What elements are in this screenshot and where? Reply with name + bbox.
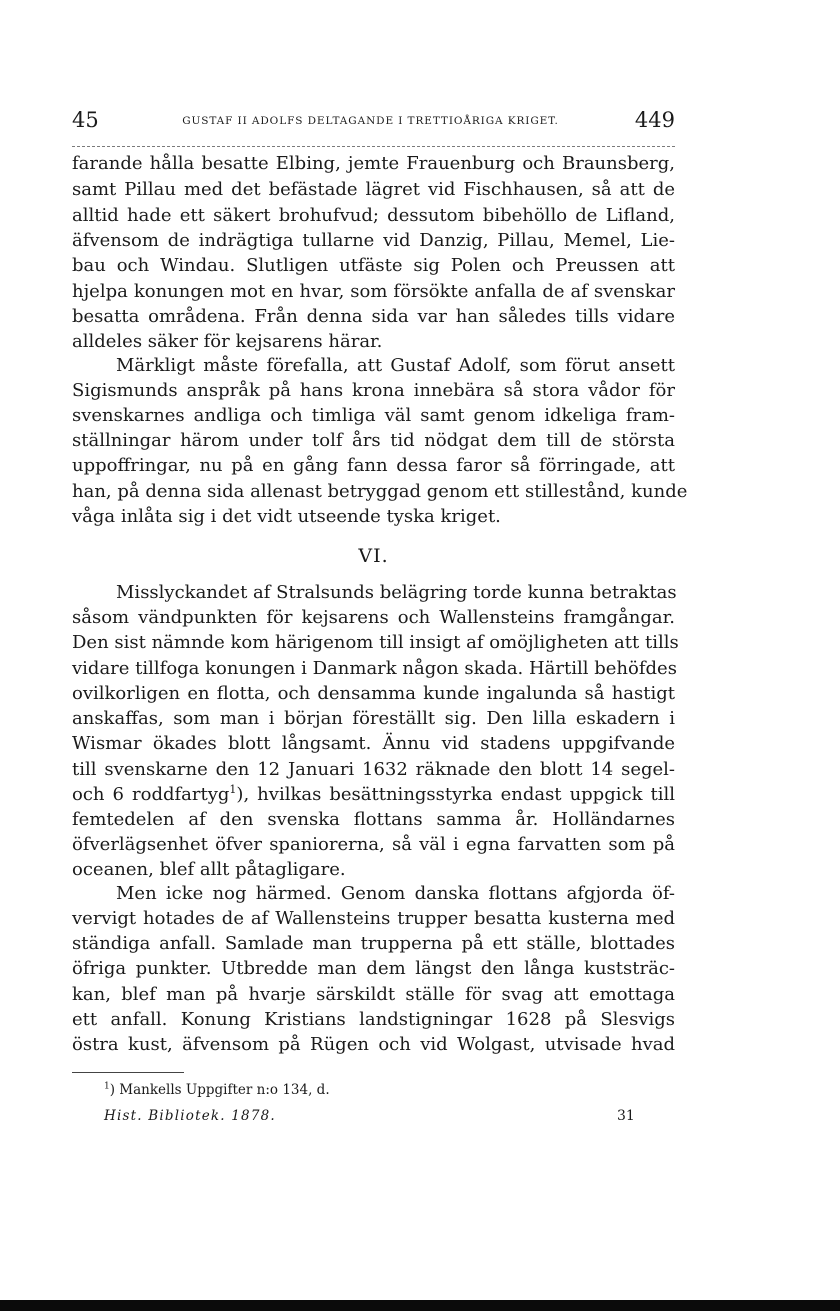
text-line: uppoffringar, nu på en gång fann dessa faror så förringade, att — [72, 455, 675, 476]
text-line: samt Pillau med det befästade lägret vid Fischhausen, så att de — [72, 179, 675, 200]
text-line: Misslyckandet af Stralsunds belägring torde kunna betraktas — [116, 582, 677, 603]
running-title: GUSTAF II ADOLFS DELTAGANDE I TRETTIOÅRIGA KRIGET. — [182, 115, 559, 127]
text-line: Den sist nämnde kom härigenom till insigt af omöjligheten att tills — [72, 632, 679, 653]
scan-edge — [0, 1300, 840, 1311]
header-rule — [72, 146, 675, 147]
text-line: Wismar ökades blott långsamt. Ännu vid stadens uppgifvande — [72, 733, 675, 754]
text-line: ställningar härom under tolf års tid nödgat dem till de största — [72, 430, 675, 451]
text-line: hjelpa konungen mot en hvar, som försökte anfalla de af svenskar — [72, 281, 675, 302]
page-number: 449 — [634, 108, 675, 132]
running-header — [72, 108, 675, 134]
text-line: Märkligt måste förefalla, att Gustaf Adolf, som förut ansett — [116, 355, 675, 376]
text-line: öfverlägsenhet öfver spaniorerna, så väl i egna farvatten som på — [72, 834, 675, 855]
footnote-marker: 1 — [104, 1081, 110, 1092]
text-line: ständiga anfall. Samlade man trupperna på ett ställe, blottades — [72, 933, 675, 954]
footnote — [104, 1081, 330, 1099]
text-line: svenskarnes andliga och timliga väl samt genom idkeliga fram- — [72, 405, 675, 426]
text-line: äfvensom de indrägtiga tullarne vid Danzig, Pillau, Memel, Lie- — [72, 230, 675, 251]
text-line: vidare tillfoga konungen i Danmark någon skada. Härtill behöfdes — [72, 658, 677, 679]
text-line: alldeles säker för kejsarens härar. — [72, 331, 383, 352]
text-line: till svenskarne den 12 Januari 1632 räknade den blott 14 segel- — [72, 759, 675, 780]
text-line: anskaffas, som man i början föreställt sig. Den lilla eskadern i — [72, 708, 675, 729]
journal-signature: Hist. Bibliotek. 1878. — [104, 1108, 276, 1124]
text-line: Men icke nog härmed. Genom danska flottans afgjorda öf- — [116, 883, 675, 904]
text-line: kan, blef man på hvarje särskildt ställe för svag att emottaga — [72, 984, 675, 1005]
text-line: vervigt hotades de af Wallensteins trupper besatta kusterna med — [72, 908, 675, 929]
text-line: besatta områdena. Från denna sida var han således tills vidare — [72, 306, 675, 327]
footnote-rule — [72, 1072, 184, 1073]
text-line: bau och Windau. Slutligen utfäste sig Polen och Preussen att — [72, 255, 675, 276]
text-line: alltid hade ett säkert brohufvud; dessutom bibehöllo de Lifland, — [72, 205, 675, 226]
text-line: femtedelen af den svenska flottans samma år. Holländarnes — [72, 809, 675, 830]
footnote-text: ) Mankells Uppgifter n:o 134, d. — [109, 1082, 330, 1098]
text-fragment: ), hvilkas besättningsstyrka endast uppgick till — [236, 784, 675, 805]
section-heading: VI. — [358, 545, 389, 567]
text-line: ett anfall. Konung Kristians landstigningar 1628 på Slesvigs — [72, 1009, 675, 1030]
text-line: Sigismunds anspråk på hans krona innebära så stora vådor för — [72, 380, 675, 401]
text-line: öfriga punkter. Utbredde man dem längst den långa kuststräc- — [72, 958, 675, 979]
sheet-number: 31 — [617, 1108, 635, 1124]
text-line: våga inlåta sig i det vidt utseende tyska kriget. — [72, 506, 501, 527]
text-line: såsom vändpunkten för kejsarens och Wallensteins framgångar. — [72, 607, 675, 628]
text-line: han, på denna sida allenast betryggad genom ett stillestånd, kunde — [72, 481, 688, 502]
text-line: oceanen, blef allt påtagligare. — [72, 859, 346, 880]
text-line: östra kust, äfvensom på Rügen och vid Wolgast, utvisade hvad — [72, 1034, 675, 1055]
text-line: farande hålla besatte Elbing, jemte Frauenburg och Braunsberg, — [72, 153, 675, 174]
text-line: ovilkorligen en flotta, och densamma kunde ingalunda så hastigt — [72, 683, 675, 704]
text-line-with-footnote — [72, 782, 675, 808]
footnote-reference[interactable]: 1 — [229, 783, 237, 796]
left-page-marker: 45 — [72, 108, 99, 132]
text-fragment: och 6 roddfartyg — [72, 784, 230, 805]
